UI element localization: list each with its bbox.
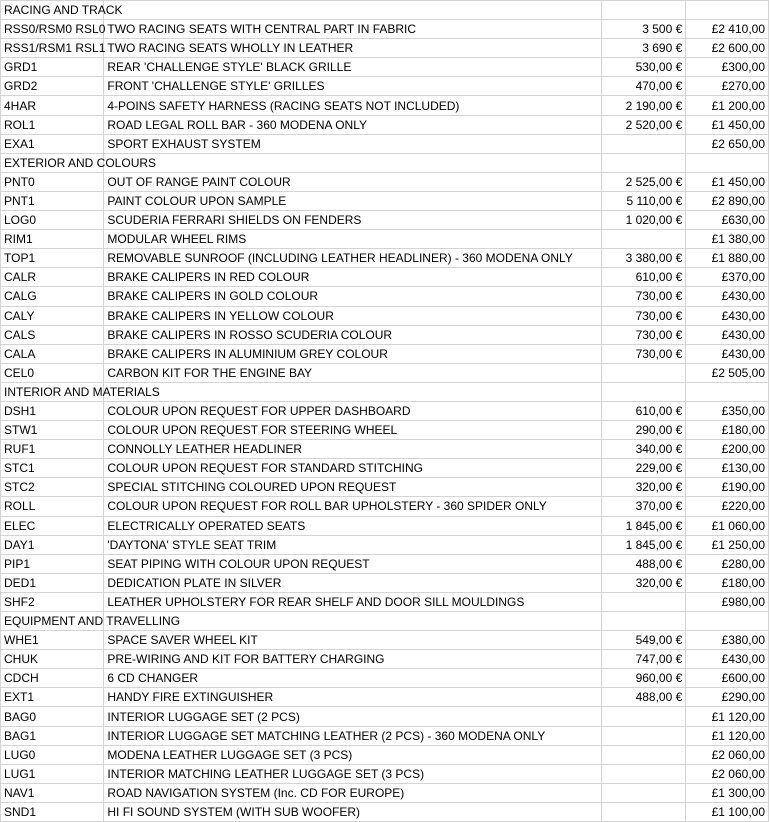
option-code-cell[interactable]: SHF2 <box>1 592 104 611</box>
option-description-cell[interactable]: SPACE SAVER WHEEL KIT <box>104 631 601 650</box>
price-gbp-cell[interactable]: £600,00 <box>686 669 769 688</box>
price-eur-cell[interactable]: 610,00 € <box>601 401 686 420</box>
price-eur-cell[interactable]: 340,00 € <box>601 440 686 459</box>
table-row <box>1 421 769 440</box>
option-description-cell[interactable]: SPORT EXHAUST SYSTEM <box>104 134 601 153</box>
option-code-cell[interactable]: ELEC <box>1 516 104 535</box>
price-gbp-cell[interactable]: £2 505,00 <box>686 363 769 382</box>
price-gbp-cell[interactable]: £350,00 <box>686 401 769 420</box>
price-eur-cell[interactable] <box>601 230 686 249</box>
option-code-cell[interactable]: DSH1 <box>1 401 104 420</box>
price-eur-cell[interactable]: 610,00 € <box>601 268 686 287</box>
price-table-body <box>1 1 769 822</box>
table-row <box>1 287 769 306</box>
table-row <box>1 20 769 39</box>
table-row <box>1 650 769 669</box>
option-description-cell[interactable]: DEDICATION PLATE IN SILVER <box>104 573 601 592</box>
table-row <box>1 211 769 230</box>
empty-cell[interactable] <box>686 382 769 401</box>
option-description-cell[interactable]: SPECIAL STITCHING COLOURED UPON REQUEST <box>104 478 601 497</box>
option-description-cell[interactable]: 4-POINS SAFETY HARNESS (RACING SEATS NOT INCLUDED) <box>104 96 601 115</box>
table-row <box>1 363 769 382</box>
price-gbp-cell[interactable]: £1 380,00 <box>686 230 769 249</box>
option-code-cell[interactable]: DAY1 <box>1 535 104 554</box>
price-eur-cell[interactable]: 2 190,00 € <box>601 96 686 115</box>
price-gbp-cell[interactable]: £300,00 <box>686 58 769 77</box>
option-description-cell[interactable]: SCUDERIA FERRARI SHIELDS ON FENDERS <box>104 211 601 230</box>
option-code-cell[interactable]: CALR <box>1 268 104 287</box>
price-eur-cell[interactable]: 1 020,00 € <box>601 211 686 230</box>
table-row <box>1 440 769 459</box>
section-title[interactable]: RACING AND TRACK <box>1 1 104 20</box>
price-eur-cell[interactable] <box>601 707 686 726</box>
price-gbp-cell[interactable]: £1 100,00 <box>686 802 769 821</box>
option-code-cell[interactable]: BAG1 <box>1 726 104 745</box>
price-gbp-cell[interactable]: £220,00 <box>686 497 769 516</box>
option-code-cell[interactable]: WHE1 <box>1 631 104 650</box>
price-eur-cell[interactable] <box>601 592 686 611</box>
option-description-cell[interactable]: FRONT 'CHALLENGE STYLE' GRILLES <box>104 77 601 96</box>
price-gbp-cell[interactable]: £430,00 <box>686 287 769 306</box>
option-code-cell[interactable]: LUG1 <box>1 764 104 783</box>
price-eur-cell[interactable] <box>601 134 686 153</box>
option-code-cell[interactable]: PNT0 <box>1 172 104 191</box>
table-row <box>1 688 769 707</box>
price-eur-cell[interactable] <box>601 764 686 783</box>
table-row <box>1 249 769 268</box>
option-description-cell[interactable]: COLOUR UPON REQUEST FOR STEERING WHEEL <box>104 421 601 440</box>
price-gbp-cell[interactable]: £1 120,00 <box>686 726 769 745</box>
table-row <box>1 172 769 191</box>
price-gbp-cell[interactable]: £430,00 <box>686 344 769 363</box>
option-description-cell[interactable]: CONNOLLY LEATHER HEADLINER <box>104 440 601 459</box>
option-description-cell[interactable]: CARBON KIT FOR THE ENGINE BAY <box>104 363 601 382</box>
option-description-cell[interactable]: BRAKE CALIPERS IN RED COLOUR <box>104 268 601 287</box>
option-description-cell[interactable]: 6 CD CHANGER <box>104 669 601 688</box>
option-code-cell[interactable]: 4HAR <box>1 96 104 115</box>
option-description-cell[interactable]: ELECTRICALLY OPERATED SEATS <box>104 516 601 535</box>
table-row <box>1 783 769 802</box>
option-code-cell[interactable]: CDCH <box>1 669 104 688</box>
table-row <box>1 669 769 688</box>
option-description-cell[interactable]: SEAT PIPING WITH COLOUR UPON REQUEST <box>104 554 601 573</box>
price-gbp-cell[interactable]: £200,00 <box>686 440 769 459</box>
price-gbp-cell[interactable]: £430,00 <box>686 650 769 669</box>
price-eur-cell[interactable]: 370,00 € <box>601 497 686 516</box>
option-code-cell[interactable]: STW1 <box>1 421 104 440</box>
option-description-cell[interactable]: ROAD NAVIGATION SYSTEM (Inc. CD FOR EUROPE) <box>104 783 601 802</box>
option-code-cell[interactable]: LUG0 <box>1 745 104 764</box>
empty-cell[interactable] <box>686 153 769 172</box>
table-row <box>1 58 769 77</box>
price-eur-cell[interactable]: 730,00 € <box>601 287 686 306</box>
price-eur-cell[interactable] <box>601 363 686 382</box>
table-row <box>1 39 769 58</box>
option-description-cell[interactable]: COLOUR UPON REQUEST FOR UPPER DASHBOARD <box>104 401 601 420</box>
option-code-cell[interactable]: TOP1 <box>1 249 104 268</box>
table-row <box>1 516 769 535</box>
price-eur-cell[interactable]: 3 500 € <box>601 20 686 39</box>
section-header-row <box>1 1 769 20</box>
price-gbp-cell[interactable]: £2 410,00 <box>686 20 769 39</box>
price-eur-cell[interactable]: 747,00 € <box>601 650 686 669</box>
price-eur-cell[interactable]: 229,00 € <box>601 459 686 478</box>
price-gbp-cell[interactable]: £1 450,00 <box>686 115 769 134</box>
price-eur-cell[interactable]: 3 690 € <box>601 39 686 58</box>
empty-cell[interactable] <box>104 1 601 20</box>
price-eur-cell[interactable]: 2 520,00 € <box>601 115 686 134</box>
option-code-cell[interactable]: RSS0/RSM0 RSL0 <box>1 20 104 39</box>
price-eur-cell[interactable]: 960,00 € <box>601 669 686 688</box>
table-row <box>1 325 769 344</box>
option-code-cell[interactable]: SND1 <box>1 802 104 821</box>
section-header-row <box>1 153 769 172</box>
price-gbp-cell[interactable]: £280,00 <box>686 554 769 573</box>
price-gbp-cell[interactable]: £430,00 <box>686 325 769 344</box>
price-gbp-cell[interactable]: £1 250,00 <box>686 535 769 554</box>
price-eur-cell[interactable]: 549,00 € <box>601 631 686 650</box>
option-code-cell[interactable]: PIP1 <box>1 554 104 573</box>
option-description-cell[interactable]: INTERIOR MATCHING LEATHER LUGGAGE SET (3 PCS) <box>104 764 601 783</box>
option-description-cell[interactable]: REAR 'CHALLENGE STYLE' BLACK GRILLE <box>104 58 601 77</box>
option-description-cell[interactable]: REMOVABLE SUNROOF (INCLUDING LEATHER HEADLINER) - 360 MODENA ONLY <box>104 249 601 268</box>
price-eur-cell[interactable]: 470,00 € <box>601 77 686 96</box>
price-gbp-cell[interactable]: £2 600,00 <box>686 39 769 58</box>
option-code-cell[interactable]: CALS <box>1 325 104 344</box>
option-description-cell[interactable]: COLOUR UPON REQUEST FOR STANDARD STITCHING <box>104 459 601 478</box>
empty-cell[interactable] <box>104 382 601 401</box>
option-description-cell[interactable]: MODENA LEATHER LUGGAGE SET (3 PCS) <box>104 745 601 764</box>
option-description-cell[interactable]: INTERIOR LUGGAGE SET MATCHING LEATHER (2 PCS) - 360 MODENA ONLY <box>104 726 601 745</box>
table-row <box>1 554 769 573</box>
option-description-cell[interactable]: BRAKE CALIPERS IN ROSSO SCUDERIA COLOUR <box>104 325 601 344</box>
table-row <box>1 268 769 287</box>
option-code-cell[interactable]: CALY <box>1 306 104 325</box>
option-code-cell[interactable]: ROLL <box>1 497 104 516</box>
option-description-cell[interactable]: TWO RACING SEATS WITH CENTRAL PART IN FABRIC <box>104 20 601 39</box>
price-eur-cell[interactable] <box>601 726 686 745</box>
table-row <box>1 115 769 134</box>
price-eur-cell[interactable] <box>601 745 686 764</box>
price-gbp-cell[interactable]: £2 890,00 <box>686 191 769 210</box>
section-header-row <box>1 612 769 631</box>
option-description-cell[interactable]: PRE-WIRING AND KIT FOR BATTERY CHARGING <box>104 650 601 669</box>
price-gbp-cell[interactable]: £1 060,00 <box>686 516 769 535</box>
option-code-cell[interactable]: RUF1 <box>1 440 104 459</box>
price-eur-cell[interactable]: 5 110,00 € <box>601 191 686 210</box>
price-gbp-cell[interactable]: £180,00 <box>686 421 769 440</box>
option-description-cell[interactable]: PAINT COLOUR UPON SAMPLE <box>104 191 601 210</box>
price-eur-cell[interactable] <box>601 783 686 802</box>
option-code-cell[interactable]: STC1 <box>1 459 104 478</box>
option-code-cell[interactable]: RIM1 <box>1 230 104 249</box>
price-gbp-cell[interactable]: £1 300,00 <box>686 783 769 802</box>
price-gbp-cell[interactable]: £2 650,00 <box>686 134 769 153</box>
table-row <box>1 592 769 611</box>
option-code-cell[interactable]: NAV1 <box>1 783 104 802</box>
price-eur-cell[interactable]: 1 845,00 € <box>601 516 686 535</box>
option-code-cell[interactable]: DED1 <box>1 573 104 592</box>
table-row <box>1 344 769 363</box>
option-code-cell[interactable]: EXT1 <box>1 688 104 707</box>
price-eur-cell[interactable]: 320,00 € <box>601 478 686 497</box>
price-eur-cell[interactable]: 320,00 € <box>601 573 686 592</box>
table-row <box>1 191 769 210</box>
table-row <box>1 96 769 115</box>
price-eur-cell[interactable]: 730,00 € <box>601 325 686 344</box>
option-description-cell[interactable]: LEATHER UPHOLSTERY FOR REAR SHELF AND DOOR SILL MOULDINGS <box>104 592 601 611</box>
option-description-cell[interactable]: ROAD LEGAL ROLL BAR - 360 MODENA ONLY <box>104 115 601 134</box>
price-gbp-cell[interactable]: £1 880,00 <box>686 249 769 268</box>
price-gbp-cell[interactable]: £1 200,00 <box>686 96 769 115</box>
price-eur-cell[interactable] <box>601 802 686 821</box>
option-code-cell[interactable]: STC2 <box>1 478 104 497</box>
section-title[interactable]: EXTERIOR AND COLOURS <box>1 153 104 172</box>
empty-cell[interactable] <box>601 1 686 20</box>
option-description-cell[interactable]: BRAKE CALIPERS IN GOLD COLOUR <box>104 287 601 306</box>
table-row <box>1 459 769 478</box>
option-code-cell[interactable]: CHUK <box>1 650 104 669</box>
price-gbp-cell[interactable]: £370,00 <box>686 268 769 287</box>
table-row <box>1 535 769 554</box>
option-description-cell[interactable]: MODULAR WHEEL RIMS <box>104 230 601 249</box>
empty-cell[interactable] <box>686 1 769 20</box>
option-description-cell[interactable]: HI FI SOUND SYSTEM (WITH SUB WOOFER) <box>104 802 601 821</box>
price-gbp-cell[interactable]: £2 060,00 <box>686 764 769 783</box>
option-code-cell[interactable]: PNT1 <box>1 191 104 210</box>
option-code-cell[interactable]: CALG <box>1 287 104 306</box>
table-row <box>1 726 769 745</box>
price-gbp-cell[interactable]: £630,00 <box>686 211 769 230</box>
empty-cell[interactable] <box>601 153 686 172</box>
price-gbp-cell[interactable]: £1 120,00 <box>686 707 769 726</box>
price-eur-cell[interactable]: 488,00 € <box>601 554 686 573</box>
price-eur-cell[interactable]: 1 845,00 € <box>601 535 686 554</box>
option-description-cell[interactable]: OUT OF RANGE PAINT COLOUR <box>104 172 601 191</box>
option-code-cell[interactable]: GRD1 <box>1 58 104 77</box>
option-code-cell[interactable]: GRD2 <box>1 77 104 96</box>
option-description-cell[interactable]: 'DAYTONA' STYLE SEAT TRIM <box>104 535 601 554</box>
section-title[interactable]: EQUIPMENT AND TRAVELLING <box>1 612 104 631</box>
price-gbp-cell[interactable]: £290,00 <box>686 688 769 707</box>
option-code-cell[interactable]: CALA <box>1 344 104 363</box>
table-row <box>1 134 769 153</box>
price-eur-cell[interactable]: 3 380,00 € <box>601 249 686 268</box>
option-code-cell[interactable]: RSS1/RSM1 RSL1 <box>1 39 104 58</box>
option-description-cell[interactable]: BRAKE CALIPERS IN ALUMINIUM GREY COLOUR <box>104 344 601 363</box>
price-eur-cell[interactable]: 488,00 € <box>601 688 686 707</box>
price-gbp-cell[interactable]: £2 060,00 <box>686 745 769 764</box>
price-eur-cell[interactable]: 730,00 € <box>601 344 686 363</box>
table-row <box>1 764 769 783</box>
table-row <box>1 802 769 821</box>
option-description-cell[interactable]: TWO RACING SEATS WHOLLY IN LEATHER <box>104 39 601 58</box>
option-description-cell[interactable]: COLOUR UPON REQUEST FOR ROLL BAR UPHOLSTERY - 360 SPIDER ONLY <box>104 497 601 516</box>
price-gbp-cell[interactable]: £130,00 <box>686 459 769 478</box>
option-code-cell[interactable]: CEL0 <box>1 363 104 382</box>
price-gbp-cell[interactable]: £270,00 <box>686 77 769 96</box>
empty-cell[interactable] <box>601 612 686 631</box>
table-row <box>1 497 769 516</box>
price-eur-cell[interactable]: 530,00 € <box>601 58 686 77</box>
table-row <box>1 230 769 249</box>
option-description-cell[interactable]: INTERIOR LUGGAGE SET (2 PCS) <box>104 707 601 726</box>
empty-cell[interactable] <box>104 153 601 172</box>
table-row <box>1 478 769 497</box>
option-code-cell[interactable]: EXA1 <box>1 134 104 153</box>
price-eur-cell[interactable]: 2 525,00 € <box>601 172 686 191</box>
section-header-row <box>1 382 769 401</box>
table-row <box>1 306 769 325</box>
price-gbp-cell[interactable]: £1 450,00 <box>686 172 769 191</box>
table-row <box>1 745 769 764</box>
price-gbp-cell[interactable]: £980,00 <box>686 592 769 611</box>
table-row <box>1 707 769 726</box>
option-code-cell[interactable]: BAG0 <box>1 707 104 726</box>
option-code-cell[interactable]: LOG0 <box>1 211 104 230</box>
section-title[interactable]: INTERIOR AND MATERIALS <box>1 382 104 401</box>
empty-cell[interactable] <box>601 382 686 401</box>
option-code-cell[interactable]: ROL1 <box>1 115 104 134</box>
empty-cell[interactable] <box>686 612 769 631</box>
price-eur-cell[interactable]: 290,00 € <box>601 421 686 440</box>
option-description-cell[interactable]: BRAKE CALIPERS IN YELLOW COLOUR <box>104 306 601 325</box>
table-row <box>1 401 769 420</box>
price-gbp-cell[interactable]: £430,00 <box>686 306 769 325</box>
price-gbp-cell[interactable]: £380,00 <box>686 631 769 650</box>
price-gbp-cell[interactable]: £190,00 <box>686 478 769 497</box>
table-row <box>1 77 769 96</box>
option-description-cell[interactable]: HANDY FIRE EXTINGUISHER <box>104 688 601 707</box>
table-row <box>1 631 769 650</box>
price-gbp-cell[interactable]: £180,00 <box>686 573 769 592</box>
price-eur-cell[interactable]: 730,00 € <box>601 306 686 325</box>
table-row <box>1 573 769 592</box>
